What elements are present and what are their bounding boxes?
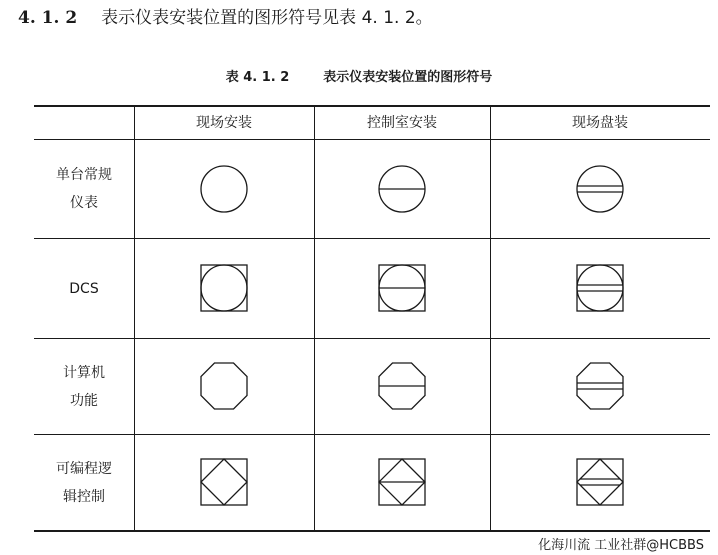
octagon-one-line-symbol (374, 358, 430, 414)
square-circle-two-lines-symbol (572, 260, 628, 316)
row-label-conventional-instrument: 单台常规 仪表 (56, 167, 112, 211)
table-caption (0, 66, 718, 85)
circle-two-lines-symbol (572, 161, 628, 217)
circle-one-line-symbol (374, 161, 430, 217)
symbol-table (34, 105, 710, 532)
row-label-plc: 可编程逻 辑控制 (56, 460, 112, 505)
square-circle-one-line-symbol (374, 260, 430, 316)
watermark: 化海川流 工业社群@HCBBS (538, 538, 704, 553)
square-diamond-two-lines-symbol (572, 454, 628, 510)
table-title: 表示仪表安装位置的图形符号 (323, 70, 493, 85)
table-number: 表 4. 1. 2 (225, 70, 290, 85)
table-bottom-rule (34, 530, 710, 532)
octagon-symbol (196, 358, 252, 414)
row-rule (34, 338, 710, 339)
header-rule (34, 139, 710, 140)
row-rule (34, 434, 710, 435)
intro-text: 表示仪表安装位置的图形符号见表 4. 1. 2。 (101, 8, 433, 28)
intro-line (18, 8, 433, 28)
circle-symbol (196, 161, 252, 217)
row-label-dcs: DCS (69, 280, 99, 297)
column-rule (314, 105, 315, 532)
row-rule (34, 238, 710, 239)
column-header-field-panel: 现场盘装 (572, 115, 628, 131)
square-diamond-symbol (196, 454, 252, 510)
column-rule (490, 105, 491, 532)
row-label-computer-function: 计算机 功能 (63, 364, 105, 409)
column-header-control-room: 控制室安装 (367, 115, 437, 131)
octagon-two-lines-symbol (572, 358, 628, 414)
column-rule (134, 105, 135, 532)
square-diamond-one-line-symbol (374, 454, 430, 510)
square-circle-symbol (196, 260, 252, 316)
section-number: 4. 1. 2 (18, 8, 78, 28)
column-header-field: 现场安装 (196, 115, 252, 131)
